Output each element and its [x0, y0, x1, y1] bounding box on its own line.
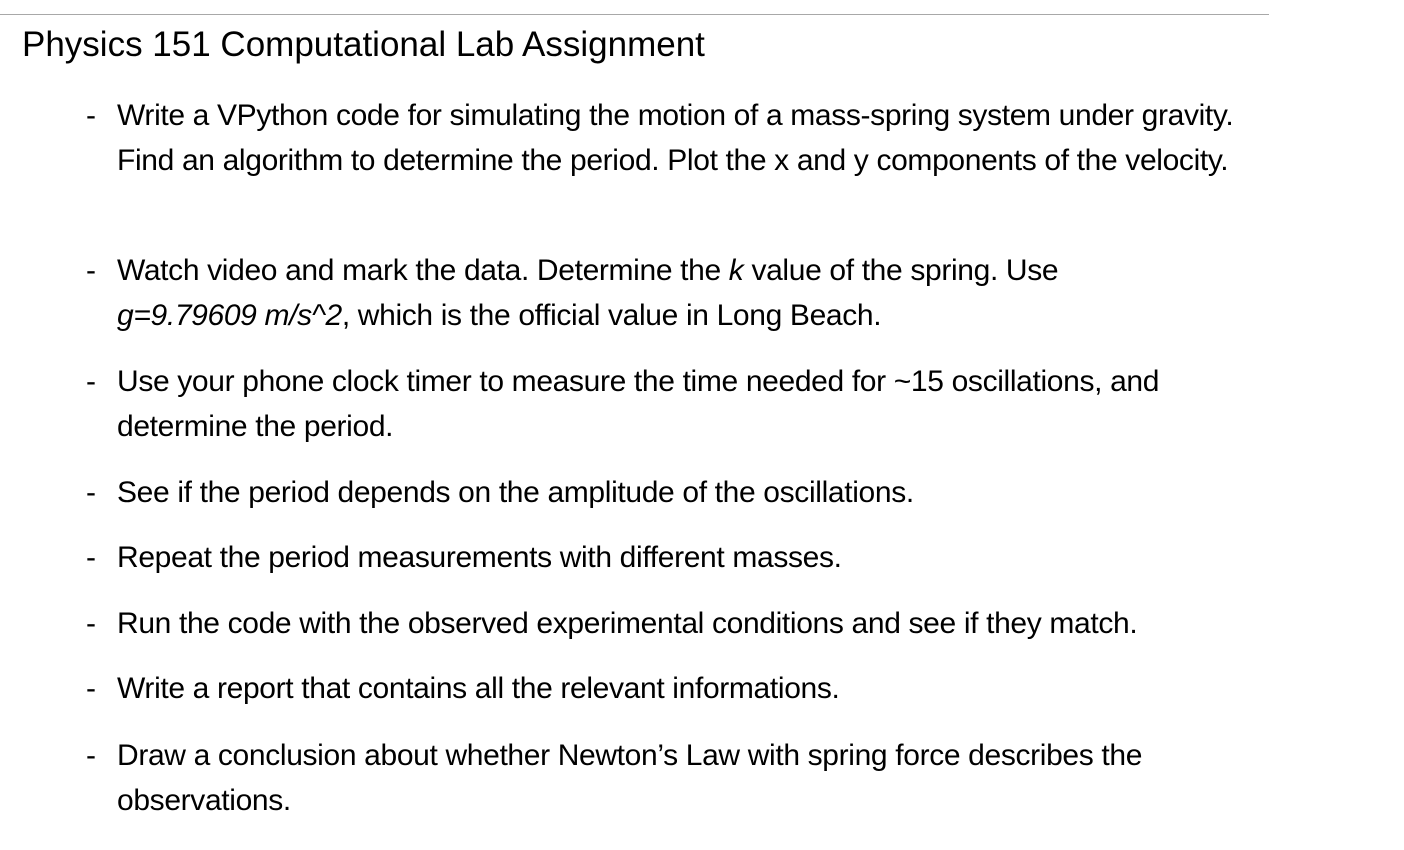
task-text: Use your phone clock timer to measure the time needed for ~15 oscillations, and determine the period. — [117, 365, 1160, 443]
spring-constant-symbol: k — [728, 254, 744, 287]
page-title: Physics 151 Computational Lab Assignment — [22, 25, 705, 64]
bullet-dash: - — [86, 739, 96, 772]
bullet-dash: - — [86, 99, 96, 132]
task-text — [117, 249, 1267, 338]
bullet-dash: - — [86, 254, 96, 287]
task-text: Draw a conclusion about whether Newton’s Law with spring force describes the observations. — [117, 739, 1143, 817]
bullet-dash: - — [86, 607, 96, 640]
bullet-dash: - — [86, 365, 96, 398]
bullet-dash: - — [86, 476, 96, 509]
task-text: Run the code with the observed experimental conditions and see if they match. — [117, 607, 1138, 640]
task-text-segment: Watch video and mark the data. Determine the — [117, 254, 729, 287]
bullet-dash: - — [86, 672, 96, 705]
task-text: See if the period depends on the amplitude of the oscillations. — [117, 476, 914, 509]
gravity-value: g=9.79609 m/s^2 — [117, 298, 342, 332]
bullet-dash: - — [86, 541, 96, 574]
task-text: Repeat the period measurements with different masses. — [117, 541, 842, 574]
task-text-segment: , which is the official value in Long Beach. — [341, 298, 882, 332]
task-text: Write a VPython code for simulating the motion of a mass-spring system under gravity. Find an algorithm to determine the period. Plot the x and y components of the velocity. — [117, 99, 1234, 177]
task-text-segment: value of the spring. Use — [743, 254, 1059, 287]
task-text: Write a report that contains all the relevant informations. — [117, 672, 840, 705]
top-divider — [0, 14, 1269, 15]
